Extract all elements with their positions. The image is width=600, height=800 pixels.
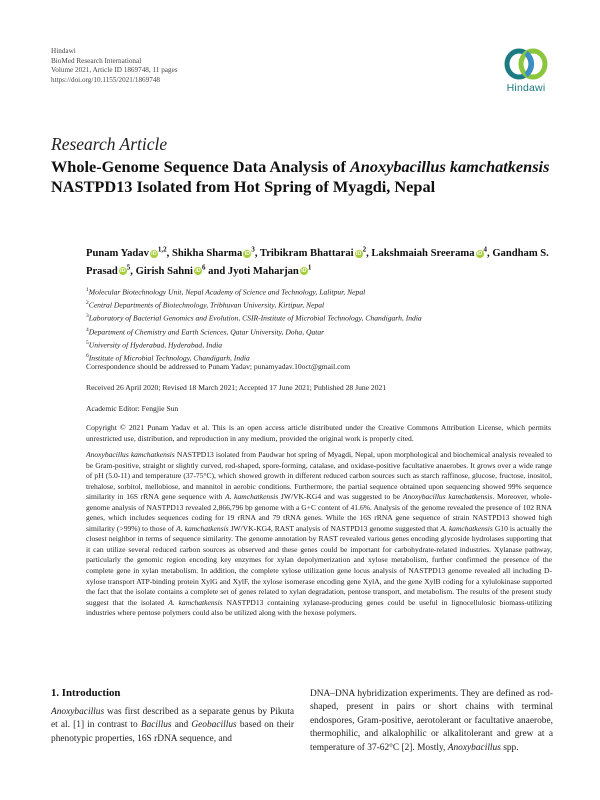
orcid-icon[interactable]: iD: [195, 268, 201, 275]
hindawi-logo-text: Hindawi: [506, 82, 546, 94]
abstract-text: . Moreover, whole-genome analysis of NASTPD13 revealed 2,866,796 bp genome with a G+C content of 41.6%. Analysis of the genome revealed the presence of 102 RNA genes, which includes sequences coding for 19 rRNA and 79 tRNA genes. While the 16S rRNA gene sequence of strain NASTPD13 showed high similarity (>99%) to those of: [86, 492, 552, 533]
author-name: Shikha Sharma: [171, 248, 243, 259]
title-part-1: Whole-Genome Sequence Data Analysis of: [51, 157, 350, 176]
author-name: Girish Sahni: [135, 265, 193, 277]
affiliation-text: University of Hyderabad, Hyderabad, India: [88, 340, 223, 350]
article-dates: Received 26 April 2020; Revised 18 March 2021; Accepted 17 June 2021; Published 28 June 2021: [86, 383, 387, 392]
author-separator: ,: [487, 248, 493, 259]
section-heading-introduction: 1. Introduction: [51, 687, 121, 699]
affiliation: [86, 325, 556, 338]
volume-line: Volume 2021, Article ID 1869748, 11 pages: [51, 66, 178, 75]
abstract-species-short: A. kamchatkensis: [176, 523, 229, 533]
article-type: Research Article: [51, 134, 168, 154]
intro-text: based on their phenotypic properties, 16S rDNA sequence, and: [51, 720, 294, 744]
intro-right-column: [310, 688, 553, 755]
author-separator: ,: [166, 248, 172, 259]
affiliation-number: 1: [86, 287, 89, 293]
title-part-2: NASTPD13 Isolated from Hot Spring of Myagdi, Nepal: [51, 177, 436, 197]
intro-text: DNA–DNA hybridization experiments. They are defined as rod-shaped, present in pairs or short chains with terminal endospores, Gram-positive, aerotolerant or facultative anaerobe, thermophilic, and alkalophilic or alkalitolerant and grew at a temperature of 37-62°C [2]. Mostly,: [310, 689, 553, 753]
affiliation-text: Molecular Biotechnology Unit, Nepal Academy of Science and Technology, Lalitpur, Nepal: [88, 287, 366, 297]
affiliation-text: Central Departments of Biotechnology, Tribhuvan University, Kirtipur, Nepal: [88, 300, 325, 310]
author-affiliation-number: 2: [362, 245, 367, 254]
affiliation-number: 4: [86, 326, 89, 333]
orcid-icon[interactable]: iD: [120, 268, 126, 275]
author-affiliation-number: 5: [126, 262, 131, 271]
academic-editor: Academic Editor: Fengjie Sun: [86, 404, 179, 413]
affiliation: [86, 338, 556, 351]
affiliation-number: 5: [86, 339, 89, 346]
abstract-text: G10 is actually the closest neighbor in terms of sequence similarity. The genome annotation by RAST revealed various genes encoding glycoside hydrolases supporting that it can utilize several reduced carbon sources as observed and these genes could be important for carbohydrate-related industries. Xylanase pathway, particularly the genomic region encoding key enzymes for xylan depolymerization and xylose metabolism, further confirmed the presence of the complete gene in xylan metabolism. In addition, the complete xylose utilization gene locus analysis of NASTPD13 genome revealed all including D-xylose transport ATP-binding protein XylG and XylF, the xylose isomerase encoding gene XylA, and the gene XylB coding for a xylulokinase supported the fact that the isolate contains a complete set of genes related to xylan degradation, pentose transport, and metabolism. The results of the present study suggest that the isolated: [86, 523, 552, 607]
intro-genus: Anoxybacillus: [447, 742, 501, 753]
intro-left-column: [51, 706, 294, 746]
affiliation-number: 2: [86, 300, 89, 307]
abstract-text: JW/VK-KG4, RAST analysis of NASTPD13 genome suggested that: [228, 523, 441, 533]
affiliation-list: [86, 285, 556, 364]
hindawi-logo: [498, 48, 554, 94]
author-name: Punam Yadav: [86, 248, 149, 259]
author-affiliation-number: 1: [307, 262, 312, 271]
author-name: Lakshmaiah Sreerama: [371, 248, 475, 259]
abstract-species: Anoxybacillus kamchatkensis: [402, 492, 493, 502]
doi-link[interactable]: https://doi.org/10.1155/2021/1869748: [51, 75, 161, 84]
affiliation-text: Institute of Microbial Technology, Chandigarh, India: [88, 353, 250, 363]
affiliation: [86, 298, 556, 311]
orcid-icon[interactable]: iD: [301, 268, 307, 275]
author-name: Tribikram Bhattarai: [259, 248, 354, 259]
intro-genus: Anoxybacillus: [51, 707, 105, 717]
orcid-icon[interactable]: iD: [355, 250, 362, 257]
affiliation-text: Laboratory of Bacterial Genomics and Evolution, CSIR-Institute of Microbial Technology, Chandigarh, India: [88, 314, 422, 323]
orcid-icon[interactable]: iD: [476, 250, 483, 257]
author-name: Gandham S. Prasad: [86, 248, 549, 277]
affiliation-number: 3: [86, 313, 89, 320]
intro-text: spp.: [500, 742, 519, 753]
correspondence: Correspondence should be addressed to Punam Yadav; punamyadav.10oct@gmail.com: [86, 362, 351, 371]
affiliation-number: 6: [86, 353, 89, 360]
author-name: Jyoti Maharjan: [227, 265, 299, 277]
title-species: Anoxybacillus kamchatkensis: [349, 157, 550, 176]
orcid-icon[interactable]: iD: [151, 250, 157, 257]
article-title: [51, 157, 551, 197]
copyright-notice: Copyright © 2021 Punam Yadav et al. This is an open access article distributed under the Creative Commons Attribution License, which permits unrestricted use, distribution, and reproduction in any medium, provided the original work is properly cited.: [86, 423, 551, 443]
hindawi-logo-icon: [504, 48, 548, 80]
author-affiliation-number: 6: [202, 262, 206, 271]
affiliation: [86, 311, 556, 324]
publisher-name: Hindawi: [51, 47, 76, 55]
author-separator: ,: [254, 248, 260, 259]
author-list: [86, 245, 556, 280]
affiliation-text: Department of Chemistry and Earth Sciences, Qatar University, Doha, Qatar: [88, 327, 325, 337]
intro-text: was first described as a separate genus by Pikuta et al. [1] in contrast to: [51, 707, 294, 731]
abstract-text: NASTPD13 isolated from Paudwar hot spring of Myagdi, Nepal, upon morphological and biochemical analysis revealed to be Gram-positive, straight or slightly curved, rod-shaped, spore-forming, catalase, and oxidase-positive facultative anaerobes. It grows over a wide range of pH (5.0-11) and temperature (37-75°C), which showed growth in different reduced carbon sources such as starch raffinose, glucose, fructose, inositol, trehalose, sorbitol, mellobiose, and mannitol in aerobic conditions. Furthermore, the partial sequence obtained upon sequencing showed 99% sequence similarity in 16S rRNA gene sequence with: [86, 450, 552, 502]
orcid-icon[interactable]: iD: [244, 250, 251, 257]
author-affiliation-number: 1,2: [157, 245, 167, 254]
author-affiliation-number: 4: [483, 245, 488, 254]
author-separator: ,: [366, 248, 372, 259]
abstract-text: JW/VK-KG4 and was suggested to be: [278, 492, 403, 502]
author-separator: ,: [130, 265, 136, 277]
abstract-species-short: A. kamchatkensis: [168, 597, 223, 607]
abstract-species-short: A. kamchatkensis: [440, 523, 493, 533]
abstract-species: Anoxybacillus kamchatkensis: [86, 450, 175, 459]
affiliation: [86, 285, 556, 298]
intro-text: and: [171, 720, 192, 731]
author-separator: and: [205, 265, 228, 277]
intro-genus-bacillus: Bacillus: [140, 720, 172, 731]
abstract-species-short: A. kamchatkensis: [224, 492, 279, 502]
author-affiliation-number: 3: [251, 245, 255, 254]
journal-name: BioMed Research International: [51, 56, 142, 65]
abstract-text: NASTPD13 containing xylanase-producing genes could be useful in lignocellulosic biomass-utilizing industries where pentose polymers could also be utilized along with the hexose polymers.: [86, 597, 552, 618]
abstract: [86, 450, 552, 619]
journal-meta: [51, 47, 178, 85]
intro-genus-geobacillus: Geobacillus: [191, 720, 237, 731]
